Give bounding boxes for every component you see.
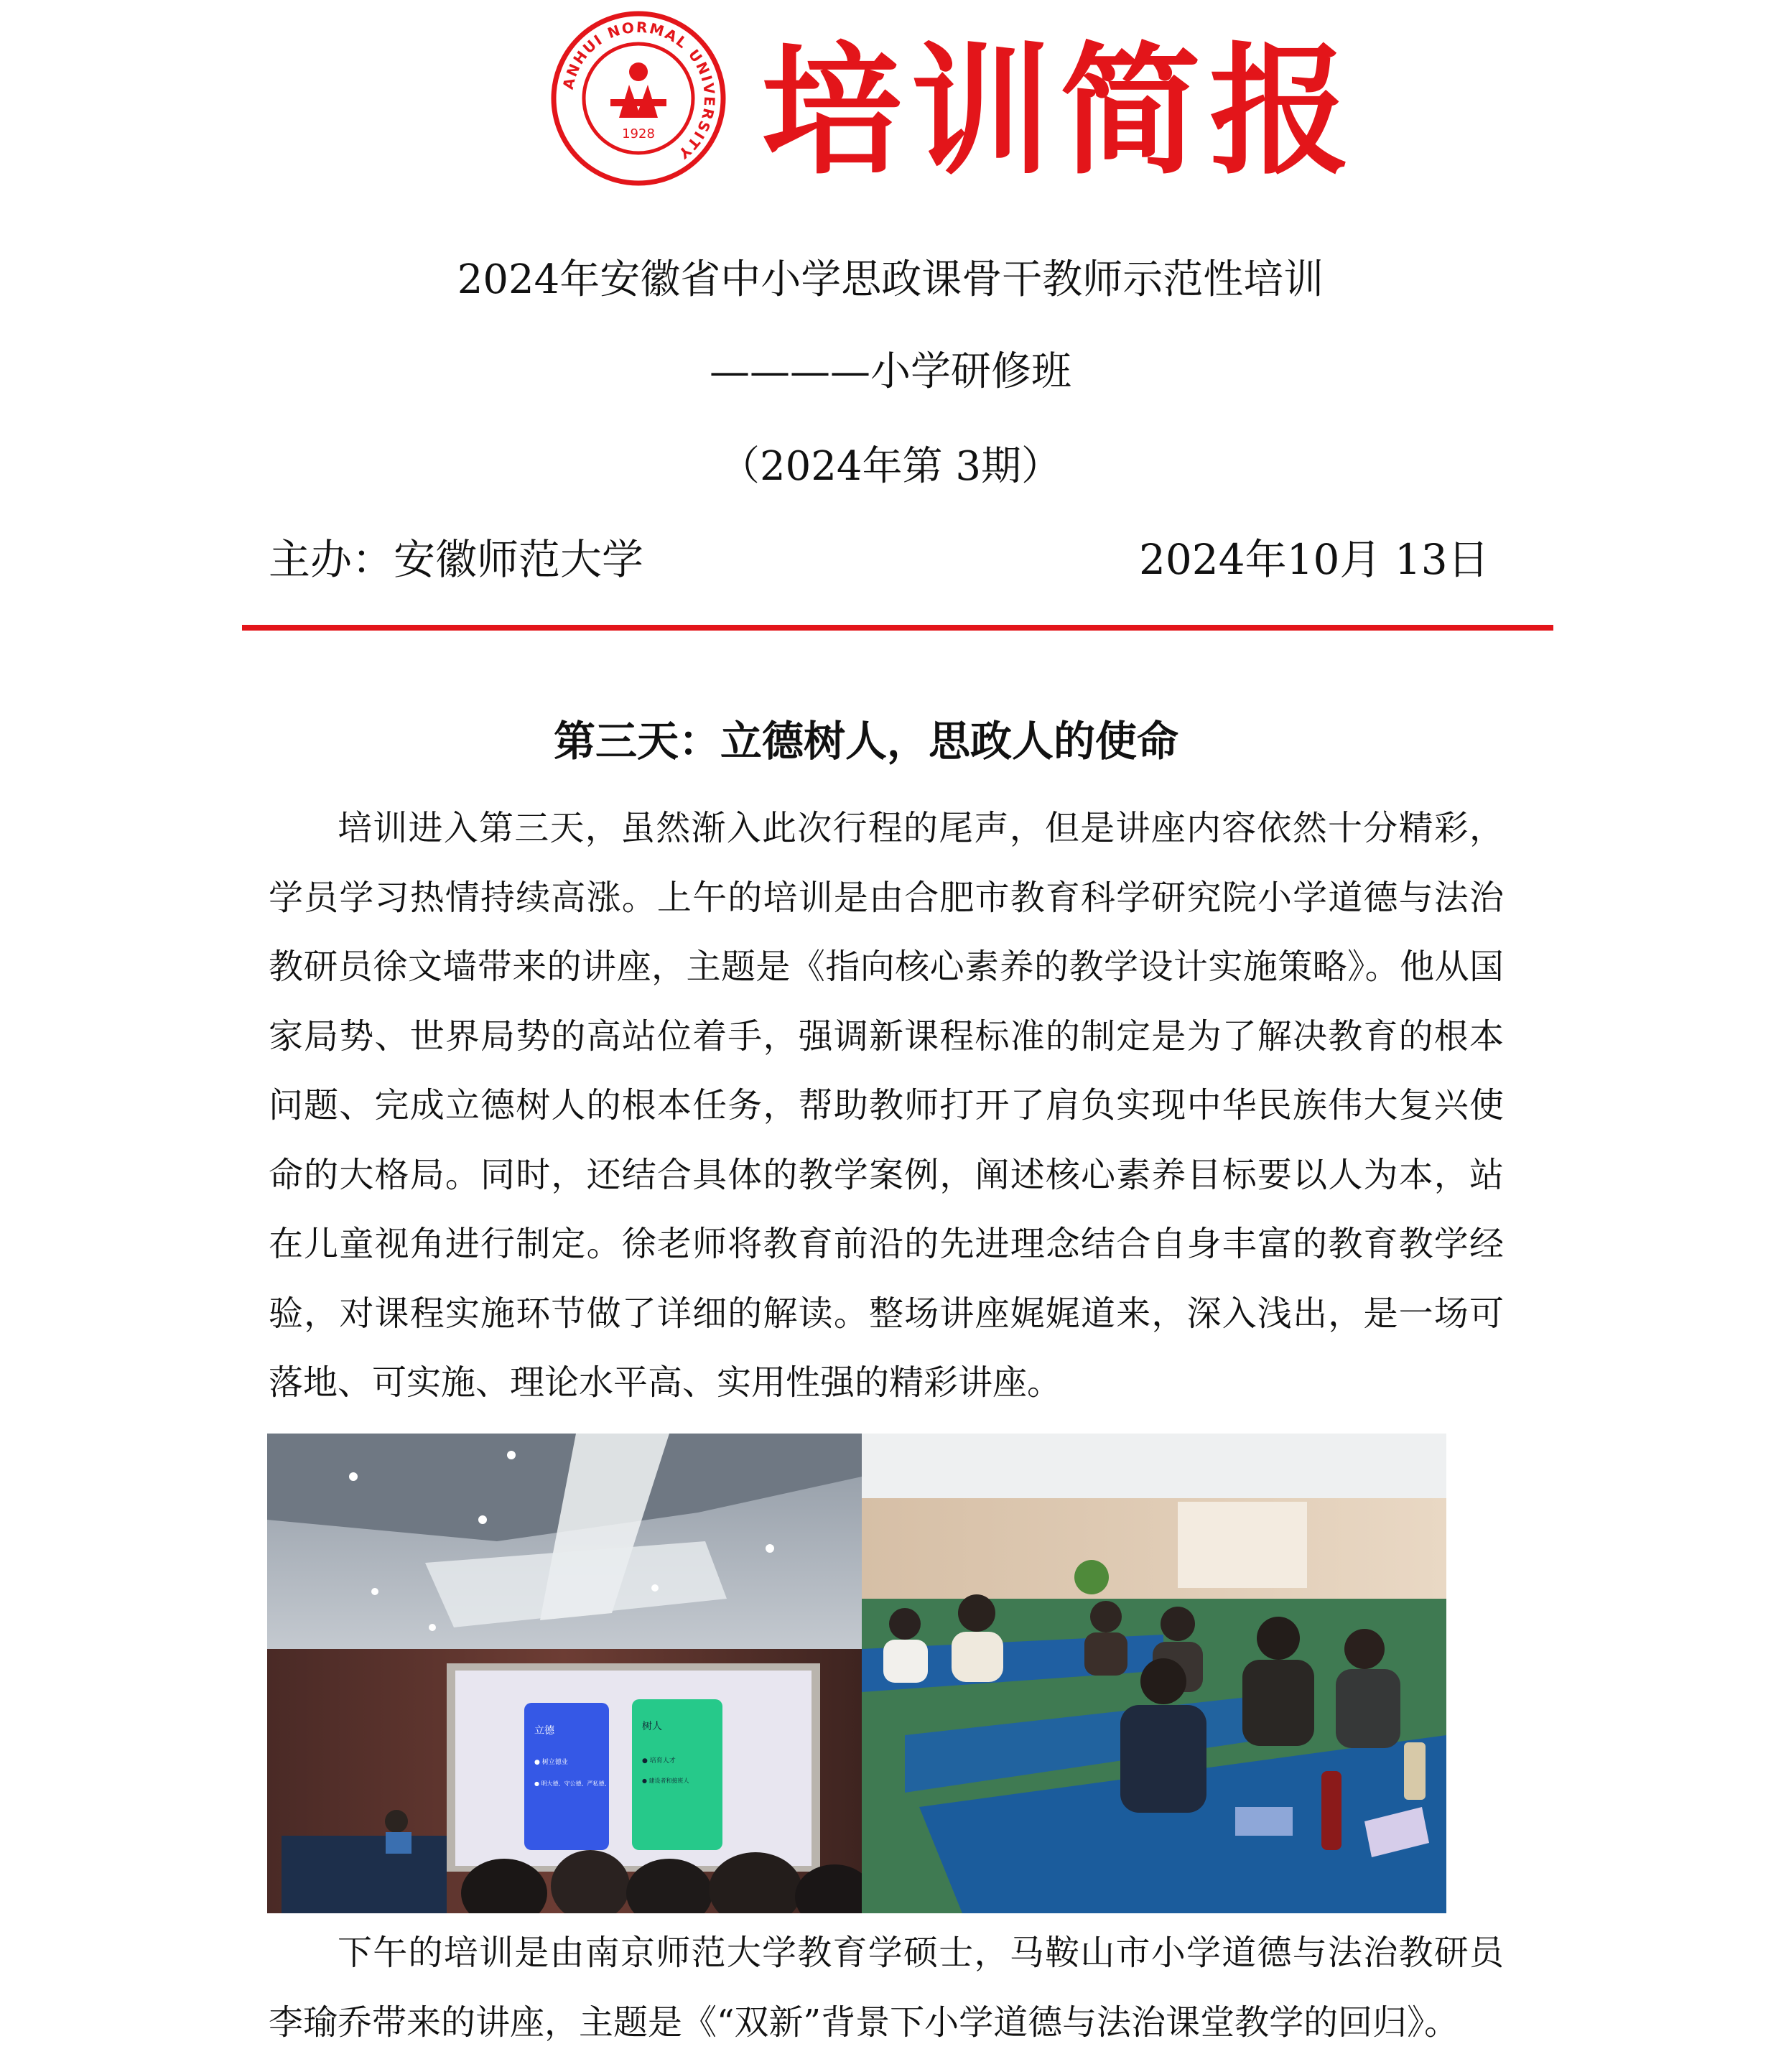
- slide-card2-title: 树人: [642, 1721, 662, 1732]
- training-program-title: 2024年安徽省中小学思政课骨干教师示范性培训: [457, 256, 1324, 303]
- seal-year: 1928: [622, 126, 655, 141]
- masthead-title: 培训简报: [761, 30, 1359, 194]
- seal-ring-text: ANHUI NORMAL UNIVERSITY: [559, 18, 719, 164]
- slide-card1-title: 立德: [534, 1725, 554, 1737]
- section-title: 第三天：立德树人，思政人的使命: [553, 717, 1178, 766]
- paragraph-morning-lecture: 培训进入第三天，虽然渐入此次行程的尾声，但是讲座内容依然十分精彩，学员学习热情持续高涨。上午的培训是由合肥市教育科学研究院小学道德与法治教研员徐文墙带来的讲座，主题是《指向核心素养的教学设计实施策略》。他从国家局势、世界局势的高站位着手，强调新课程标准的制定是为了解决教育的根本问题、完成立德树人的根本任务，帮助教师打开了肩负实现中华民族伟大复兴使命的大格局。同时，还结合具体的教学案例，阐述核心素养目标要以人为本，站在儿童视角进行制定。徐老师将教育前沿的先进理念结合自身丰富的教育教学经验，对课程实施环节做了详细的解读。整场讲座娓娓道来，深入浅出，是一场可落地、可实施、理论水平高、实用性强的精彩讲座。: [269, 808, 1504, 1403]
- photo-lecture-hall: [267, 1434, 862, 1913]
- header-divider: [242, 625, 1553, 631]
- class-name: ————小学研修班: [710, 348, 1071, 395]
- slide-card1-item2: ● 明大德、守公德、严私德、: [534, 1780, 610, 1787]
- photo-trainees: [862, 1434, 1446, 1913]
- paragraph-afternoon-lecture: 下午的培训是由南京师范大学教育学硕士，马鞍山市小学道德与法治教研员李瑜乔带来的讲座，主题是《“双新”背景下小学道德与法治课堂教学的回归》。: [269, 1933, 1504, 2043]
- university-seal-icon: [550, 10, 727, 187]
- slide-card2-item1: ● 培育人才: [642, 1757, 676, 1765]
- publish-date: 2024年10月 13日: [1139, 535, 1489, 584]
- organizer: 主办：安徽师范大学: [269, 535, 644, 584]
- slide-card1-item1: ● 树立德业: [534, 1759, 568, 1766]
- issue-number: （2024年第 3期）: [720, 443, 1061, 490]
- slide-card2-item2: ● 建设者和接班人: [642, 1778, 689, 1784]
